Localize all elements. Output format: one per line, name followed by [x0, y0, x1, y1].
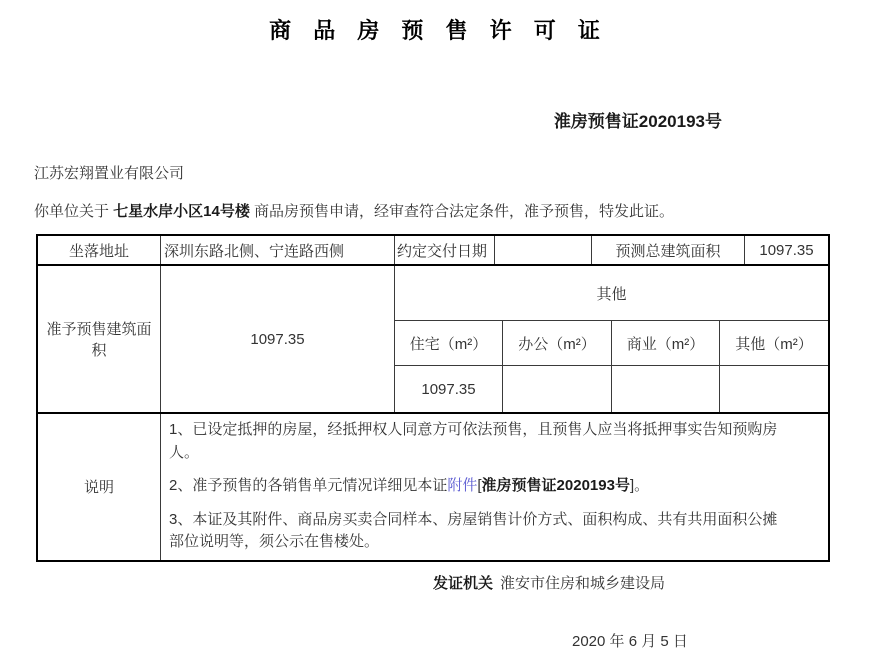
intro-suffix: 商品房预售申请，经审查符合法定条件，准予预售，特发此证。: [249, 203, 675, 220]
delivery-date-value-cell: [495, 236, 592, 264]
issuer-line: [0, 572, 877, 593]
unit-header-other: 其他（m²）: [735, 335, 813, 353]
issuer-label: 发证机关: [433, 574, 494, 592]
company-name: 江苏宏翔置业有限公司: [34, 165, 185, 182]
note-item-1: 1、已设定抵押的房屋，经抵押权人同意方可依法预售，且预售人应当将抵押事实告知预购房人。: [169, 421, 778, 461]
total-area-label-cell: 预测总建筑面积: [592, 236, 745, 264]
attachment-link[interactable]: 附件: [447, 477, 478, 494]
note-item-2-bracket-open: [: [477, 477, 482, 494]
unit-header-row: [395, 321, 828, 366]
unit-value-office: [503, 366, 612, 412]
notes-label-cell: 说明: [38, 414, 161, 560]
notes-row: [38, 414, 828, 560]
note-item-2: [169, 475, 780, 498]
unit-header-office: 办公（m²）: [503, 321, 612, 365]
intro-prefix: 你单位关于: [34, 203, 114, 220]
note-item-2-bracket-close: ]。: [629, 477, 650, 494]
note-item-3: 3、本证及其附件、商品房买卖合同样本、房屋销售计价方式、面积构成、共有共用面积公摊部位说明等，须公示在售楼处。: [169, 510, 778, 550]
approved-area-label-cell: 准予预售建筑面积: [38, 266, 161, 412]
approved-area-value-cell: 1097.35: [161, 266, 395, 412]
unit-header-commercial: 商业（m²）: [612, 321, 720, 365]
location-label-cell: 坐落地址: [38, 236, 161, 264]
permit-table: [36, 234, 830, 562]
note-item-2-text: 2、准予预售的各销售单元情况详细见本证: [169, 477, 448, 494]
intro-project-name: 七星水岸小区14号楼: [113, 203, 250, 220]
location-row: [38, 236, 828, 266]
issuer-name: 淮安市住房和城乡建设局: [500, 574, 666, 592]
other-header-cell: 其他: [395, 266, 828, 321]
license-number: 淮房预售证2020193号: [553, 112, 722, 131]
approved-area-row: [38, 266, 828, 414]
unit-value-residential: 1097.35: [395, 366, 503, 412]
total-area-value-cell: 1097.35: [759, 241, 814, 259]
issue-date: 2020 年 6 月 5 日: [572, 632, 688, 650]
unit-value-row: [395, 366, 828, 412]
unit-value-other: [720, 366, 828, 412]
notes-content: [161, 414, 828, 560]
area-breakdown-section: [395, 266, 828, 412]
note-item-2-license-no: 淮房预售证2020193号: [481, 477, 630, 494]
unit-header-residential: 住宅（m²）: [395, 321, 503, 365]
location-value-cell: 深圳东路北侧、宁连路西侧: [161, 236, 395, 264]
delivery-date-label-cell: 约定交付日期: [395, 236, 495, 264]
intro-paragraph: [34, 200, 877, 221]
unit-value-commercial: [612, 366, 720, 412]
page-title: 商 品 房 预 售 许 可 证: [269, 18, 608, 43]
